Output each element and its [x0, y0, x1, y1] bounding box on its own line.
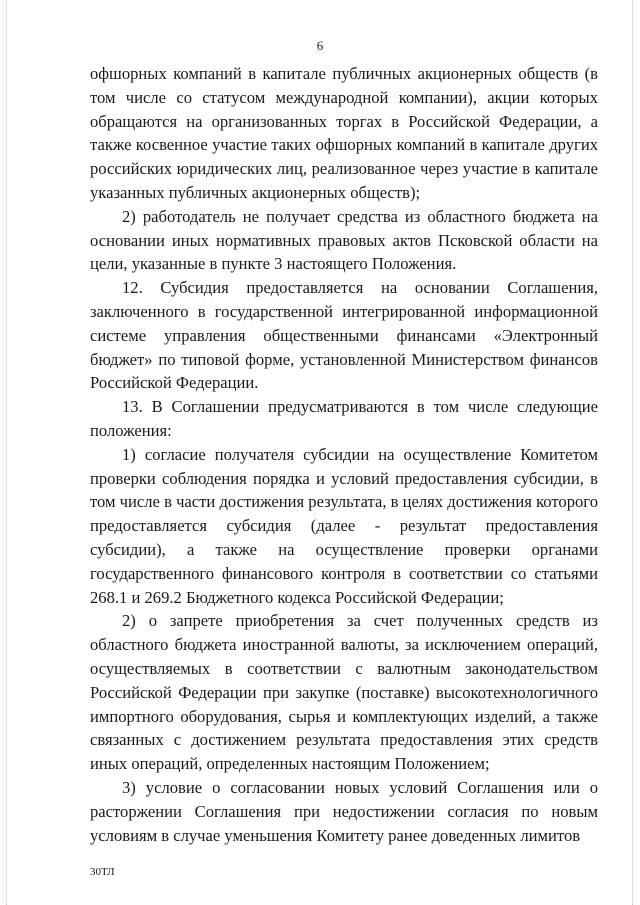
paragraph-continuation: офшорных компаний в капитале публичных акционерных обществ (в том числе со статусом международной компании), акции которых обращаются на организованных торгах в Российской Федерации, а также косвенное участие таких офшорных компаний в капитале других российских юридических лиц, реализованное через участие в капитале указанных публичных акционерных обществ); [90, 64, 598, 202]
paragraph-item-1: 1) согласие получателя субсидии на осуществление Комитетом проверки соблюдения порядка и условий предоставления субсидии, в том числе в части достижения результата, в целях достижения которого предоставляется субсидия (далее - результат предоставления субсидии), а также на осуществление проверки органами государственного финансового контроля в соответствии со статьями 268.1 и 269.2 Бюджетного кодекса Российской Федерации; [90, 444, 598, 607]
paragraph-clause-12: 12. Субсидия предоставляется на основании Соглашения, заключенного в государственной интегрированной информационной системе управления общественными финансами «Электронный бюджет» по типовой форме, установленной Министерством финансов Российской Федерации. [90, 278, 598, 393]
scan-edge-right [632, 0, 634, 905]
page-number: 6 [316, 38, 324, 53]
paragraph-clause-13: 13. В Соглашении предусматриваются в том числе следующие положения: [90, 397, 598, 440]
paragraph-item-2-currency: 2) о запрете приобретения за счет полученных средств из областного бюджета иностранной валюты, за исключением операций, осуществляемых в соответствии с валютным законодательством Российской Федерации при закупке (поставке) высокотехнологичного импортного оборудования, сырья и комплектующих изделий, а также связанных с достижением результата предоставления этих средств иных операций, определенных настоящим Положением; [90, 611, 598, 774]
document-body [90, 62, 598, 847]
scan-edge-left [6, 0, 8, 905]
footer-code: 30ТЛ [90, 866, 115, 878]
paragraph-item-2: 2) работодатель не получает средства из областного бюджета на основании иных нормативных правовых актов Псковской области на цели, указанные в пункте 3 настоящего Положения. [90, 206, 598, 274]
paragraph-item-3: 3) условие о согласовании новых условий Соглашения или о расторжении Соглашения при недостижении согласия по новым условиям в случае уменьшения Комитету ранее доведенных лимитов [90, 777, 598, 845]
